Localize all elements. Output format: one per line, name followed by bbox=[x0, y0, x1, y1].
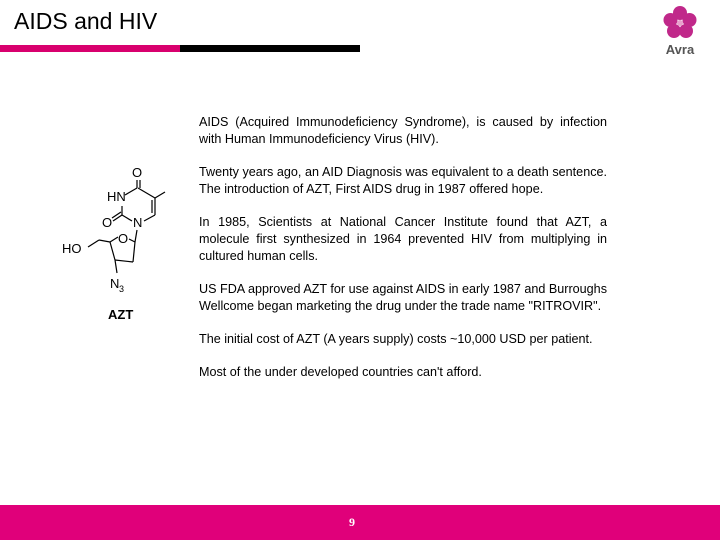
paragraph: AIDS (Acquired Immunodeficiency Syndrome), is caused by infection with Human Immunodeficiency Virus (HIV). bbox=[199, 115, 607, 146]
slide-title: AIDS and HIV bbox=[14, 8, 158, 34]
title-underline-pink bbox=[0, 45, 180, 52]
slide-body bbox=[199, 114, 607, 397]
paragraph: The initial cost of AZT (A years supply) costs ~10,000 USD per patient. bbox=[199, 332, 593, 346]
atom-label: O bbox=[132, 165, 143, 180]
page-number: 9 bbox=[349, 515, 355, 529]
atom-label: N bbox=[110, 276, 120, 291]
atom-label: N bbox=[133, 215, 143, 230]
azt-structure-diagram bbox=[55, 160, 175, 330]
atom-label: O bbox=[102, 215, 113, 230]
logo-text: Avra bbox=[665, 42, 695, 57]
atom-label: HN bbox=[107, 189, 126, 204]
paragraph: US FDA approved AZT for use against AIDS in early 1987 and Burroughs Wellcome began marketing the drug under the trade name "RITROVIR". bbox=[199, 282, 607, 313]
avra-logo bbox=[656, 4, 704, 58]
flower-icon bbox=[656, 4, 704, 42]
title-underline-black bbox=[180, 45, 360, 52]
paragraph: In 1985, Scientists at National Cancer Institute found that AZT, a molecule first synthesized in 1964 prevented HIV from multiplying in cultured human cells. bbox=[199, 215, 607, 263]
atom-label: O bbox=[118, 231, 129, 246]
atom-subscript: 3 bbox=[119, 284, 125, 294]
paragraph: Twenty years ago, an AID Diagnosis was equivalent to a death sentence. The introduction of AZT, First AIDS drug in 1987 offered hope. bbox=[199, 165, 607, 196]
atom-label: HO bbox=[62, 241, 82, 256]
paragraph: Most of the under developed countries can't afford. bbox=[199, 365, 482, 379]
molecule-name: AZT bbox=[108, 307, 134, 322]
footer-bar bbox=[0, 505, 720, 540]
